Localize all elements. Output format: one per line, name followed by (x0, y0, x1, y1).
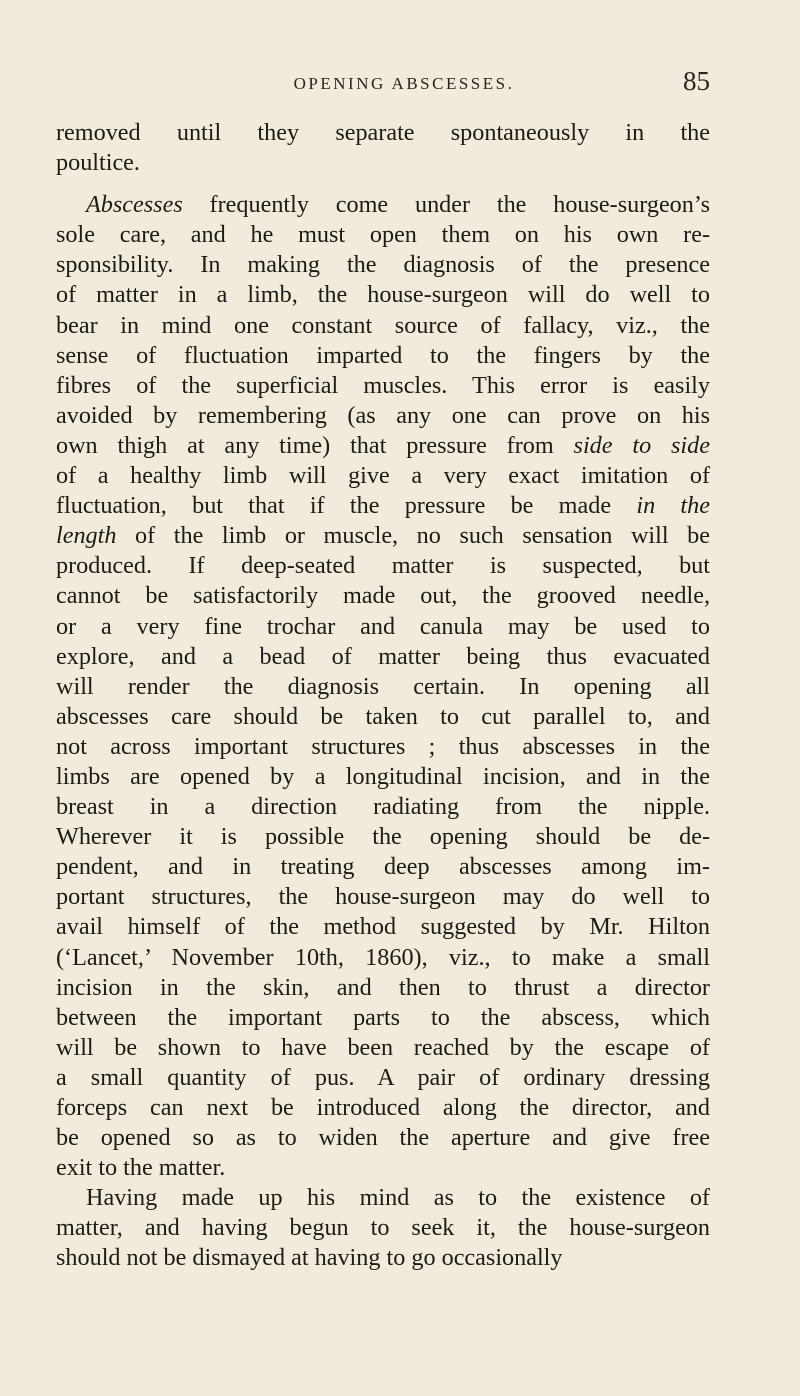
text-run: produced. If deep-seated matter is suspected, but (56, 552, 710, 580)
text-run: sole care, and he must open them on his own re- (56, 221, 710, 249)
text-run: a small quantity of pus. A pair of ordinary dressing (56, 1063, 710, 1091)
text-line (56, 118, 710, 148)
text-run: of matter in a limb, the house-surgeon will do well to (56, 281, 710, 309)
text-run: fluctuation, but that if the pressure be made (56, 492, 637, 520)
text-run: poultice. (56, 149, 140, 177)
paragraph (56, 1183, 710, 1273)
text-line (56, 311, 710, 341)
text-line (56, 1153, 710, 1183)
text-line (56, 612, 710, 642)
text-run: Having made up his mind as to the existence of (86, 1184, 710, 1212)
text-run: matter, and having begun to seek it, the house-surgeon (56, 1214, 710, 1242)
text-line (56, 822, 710, 852)
text-run: breast in a direction radiating from the nipple. (56, 793, 710, 821)
text-line (56, 762, 710, 792)
text-line (56, 250, 710, 280)
paragraph (56, 118, 710, 178)
text-run: bear in mind one constant source of fallacy, viz., the (56, 311, 710, 339)
text-run: avail himself of the method suggested by Mr. Hilton (56, 913, 710, 941)
text-run: incision in the skin, and then to thrust a director (56, 973, 710, 1001)
text-run: sponsibility. In making the diagnosis of the presence (56, 251, 710, 279)
text-line (56, 461, 710, 491)
text-run: not across important structures ; thus abscesses in the (56, 732, 710, 760)
text-run: be opened so as to widen the aperture and give free (56, 1124, 710, 1152)
text-run: will be shown to have been reached by the escape of (56, 1033, 710, 1061)
text-line (56, 371, 710, 401)
text-run: sense of fluctuation imparted to the fingers by the (56, 341, 710, 369)
text-line (56, 912, 710, 942)
text-run: own thigh at any time) that pressure from (56, 431, 574, 459)
text-line (56, 852, 710, 882)
text-line (56, 1243, 710, 1273)
text-line (56, 1093, 710, 1123)
text-run: explore, and a bead of matter being thus evacuated (56, 642, 710, 670)
paragraph-gap (56, 178, 710, 190)
text-run: pendent, and in treating deep abscesses among im- (56, 853, 710, 881)
text-line (56, 943, 710, 973)
italic-run: side to side (573, 431, 710, 459)
text-line (56, 1033, 710, 1063)
running-title: OPENING ABSCESSES. (293, 74, 515, 93)
text-run: cannot be satisfactorily made out, the grooved needle, (56, 582, 710, 610)
text-line (56, 672, 710, 702)
text-run: or a very fine trochar and canula may be used to (56, 612, 710, 640)
text-line (56, 1123, 710, 1153)
body-text (56, 118, 710, 1274)
text-run: should not be dismayed at having to go occasionally (56, 1244, 563, 1272)
text-run: of the limb or muscle, no such sensation will be (116, 522, 710, 550)
text-run: avoided by remembering (as any one can prove on his (56, 401, 710, 429)
text-line (56, 491, 710, 521)
text-run: will render the diagnosis certain. In opening all (56, 672, 710, 700)
text-line (56, 973, 710, 1003)
text-run: portant structures, the house-surgeon may do well to (56, 883, 710, 911)
text-run: forceps can next be introduced along the director, and (56, 1094, 710, 1121)
text-line (56, 220, 710, 250)
text-line (56, 521, 710, 551)
text-line (56, 1063, 710, 1093)
text-line (56, 1003, 710, 1033)
italic-run: in the (636, 492, 710, 520)
text-line (56, 551, 710, 581)
text-run: removed until they separate spontaneously in the (56, 119, 710, 146)
text-line (56, 341, 710, 371)
paragraph (56, 190, 710, 1183)
text-line (56, 190, 710, 220)
text-line (56, 882, 710, 912)
text-line (56, 401, 710, 431)
page-number: 85 (683, 66, 710, 96)
text-line (56, 431, 710, 461)
text-line (56, 732, 710, 762)
italic-run: length (56, 522, 117, 550)
text-line (56, 792, 710, 822)
italic-run: Abscesses (86, 191, 183, 219)
text-line (56, 1183, 710, 1213)
text-run: limbs are opened by a longitudinal incision, and in the (56, 762, 710, 790)
text-run: frequently come under the house-surgeon’s (182, 191, 710, 219)
text-run: between the important parts to the abscess, which (56, 1003, 710, 1031)
text-run: exit to the matter. (56, 1154, 226, 1182)
text-line (56, 148, 710, 178)
text-line (56, 702, 710, 732)
text-line (56, 642, 710, 672)
text-run: of a healthy limb will give a very exact imitation of (56, 462, 710, 490)
text-run: (‘Lancet,’ November 10th, 1860), viz., to make a small (56, 943, 710, 971)
text-run: abscesses care should be taken to cut parallel to, and (56, 702, 710, 730)
text-run: fibres of the superficial muscles. This error is easily (56, 371, 710, 399)
text-line (56, 581, 710, 611)
text-line (56, 280, 710, 310)
text-line (56, 1213, 710, 1243)
text-run: Wherever it is possible the opening should be de- (56, 823, 710, 851)
running-head (98, 66, 710, 98)
